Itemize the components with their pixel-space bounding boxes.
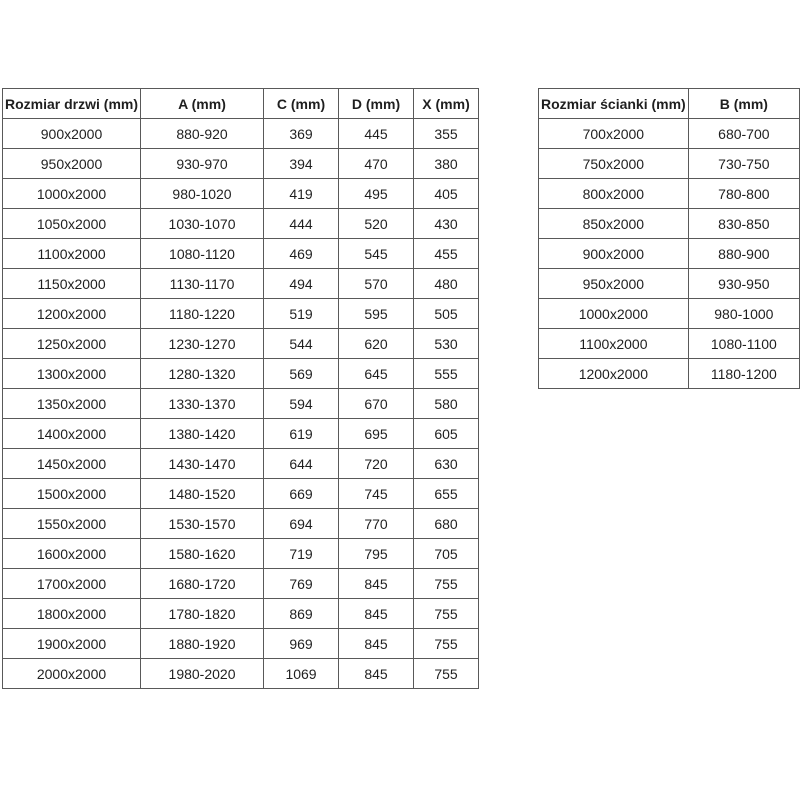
table-cell: 700x2000 (539, 119, 689, 149)
table-cell: 1980-2020 (141, 659, 264, 689)
table-cell: 900x2000 (3, 119, 141, 149)
table-cell: 930-970 (141, 149, 264, 179)
table-cell: 594 (264, 389, 339, 419)
table-cell: 730-750 (688, 149, 799, 179)
table-cell: 695 (339, 419, 414, 449)
table-cell: 1550x2000 (3, 509, 141, 539)
table-cell: 680 (414, 509, 479, 539)
table-row (539, 239, 800, 269)
table-cell: 1350x2000 (3, 389, 141, 419)
table-cell: 430 (414, 209, 479, 239)
table-cell: 880-920 (141, 119, 264, 149)
table-cell: 1530-1570 (141, 509, 264, 539)
table-cell: 1150x2000 (3, 269, 141, 299)
table-cell: 1000x2000 (539, 299, 689, 329)
table-cell: 1030-1070 (141, 209, 264, 239)
table-cell: 950x2000 (539, 269, 689, 299)
table-cell: 795 (339, 539, 414, 569)
table-cell: 455 (414, 239, 479, 269)
table-cell: 850x2000 (539, 209, 689, 239)
table-cell: 1780-1820 (141, 599, 264, 629)
table-cell: 545 (339, 239, 414, 269)
door-table-header-c: C (mm) (264, 89, 339, 119)
table-cell: 669 (264, 479, 339, 509)
table-row (539, 269, 800, 299)
table-cell: 845 (339, 599, 414, 629)
table-cell: 1480-1520 (141, 479, 264, 509)
table-cell: 950x2000 (3, 149, 141, 179)
wall-table-header-b: B (mm) (688, 89, 799, 119)
table-cell: 769 (264, 569, 339, 599)
wall-table-header-size: Rozmiar ścianki (mm) (539, 89, 689, 119)
table-cell: 569 (264, 359, 339, 389)
table-cell: 800x2000 (539, 179, 689, 209)
table-cell: 869 (264, 599, 339, 629)
table-cell: 605 (414, 419, 479, 449)
table-row (539, 119, 800, 149)
table-cell: 1580-1620 (141, 539, 264, 569)
table-row (539, 209, 800, 239)
table-row (3, 629, 479, 659)
table-cell: 755 (414, 659, 479, 689)
wall-table-header-row (539, 89, 800, 119)
table-cell: 745 (339, 479, 414, 509)
table-cell: 519 (264, 299, 339, 329)
table-row (3, 179, 479, 209)
table-row (3, 659, 479, 689)
wall-table-body (539, 119, 800, 389)
table-cell: 620 (339, 329, 414, 359)
table-row (539, 299, 800, 329)
table-cell: 930-950 (688, 269, 799, 299)
table-cell: 405 (414, 179, 479, 209)
table-row (3, 149, 479, 179)
table-cell: 980-1000 (688, 299, 799, 329)
table-cell: 2000x2000 (3, 659, 141, 689)
table-cell: 1000x2000 (3, 179, 141, 209)
table-cell: 1080-1120 (141, 239, 264, 269)
table-cell: 1300x2000 (3, 359, 141, 389)
table-cell: 1900x2000 (3, 629, 141, 659)
table-row (539, 179, 800, 209)
table-cell: 544 (264, 329, 339, 359)
table-cell: 480 (414, 269, 479, 299)
table-cell: 1250x2000 (3, 329, 141, 359)
table-cell: 595 (339, 299, 414, 329)
table-cell: 419 (264, 179, 339, 209)
table-cell: 830-850 (688, 209, 799, 239)
table-cell: 750x2000 (539, 149, 689, 179)
table-cell: 520 (339, 209, 414, 239)
table-cell: 755 (414, 569, 479, 599)
table-cell: 1450x2000 (3, 449, 141, 479)
table-cell: 645 (339, 359, 414, 389)
table-cell: 1080-1100 (688, 329, 799, 359)
table-row (3, 419, 479, 449)
table-row (539, 359, 800, 389)
table-cell: 680-700 (688, 119, 799, 149)
table-cell: 469 (264, 239, 339, 269)
table-row (3, 209, 479, 239)
table-cell: 705 (414, 539, 479, 569)
table-cell: 394 (264, 149, 339, 179)
table-row (3, 479, 479, 509)
door-size-table (2, 88, 479, 689)
table-row (3, 449, 479, 479)
table-cell: 505 (414, 299, 479, 329)
table-cell: 1600x2000 (3, 539, 141, 569)
table-cell: 1100x2000 (539, 329, 689, 359)
door-table-body (3, 119, 479, 689)
table-row (3, 239, 479, 269)
table-cell: 1200x2000 (3, 299, 141, 329)
table-cell: 1500x2000 (3, 479, 141, 509)
table-cell: 980-1020 (141, 179, 264, 209)
table-cell: 494 (264, 269, 339, 299)
table-row (3, 269, 479, 299)
table-cell: 445 (339, 119, 414, 149)
table-cell: 1330-1370 (141, 389, 264, 419)
table-cell: 845 (339, 629, 414, 659)
table-cell: 619 (264, 419, 339, 449)
table-cell: 900x2000 (539, 239, 689, 269)
table-cell: 1180-1220 (141, 299, 264, 329)
table-cell: 755 (414, 599, 479, 629)
table-row (3, 359, 479, 389)
table-cell: 969 (264, 629, 339, 659)
door-table-header-a: A (mm) (141, 89, 264, 119)
table-cell: 1400x2000 (3, 419, 141, 449)
table-cell: 1700x2000 (3, 569, 141, 599)
table-cell: 1680-1720 (141, 569, 264, 599)
table-row (3, 119, 479, 149)
table-row (539, 329, 800, 359)
table-cell: 580 (414, 389, 479, 419)
table-cell: 1069 (264, 659, 339, 689)
table-cell: 770 (339, 509, 414, 539)
table-cell: 1430-1470 (141, 449, 264, 479)
table-cell: 530 (414, 329, 479, 359)
table-cell: 1050x2000 (3, 209, 141, 239)
table-cell: 780-800 (688, 179, 799, 209)
table-cell: 655 (414, 479, 479, 509)
table-row (3, 389, 479, 419)
table-row (3, 569, 479, 599)
table-row (539, 149, 800, 179)
table-cell: 380 (414, 149, 479, 179)
table-cell: 845 (339, 569, 414, 599)
door-table-header-x: X (mm) (414, 89, 479, 119)
table-cell: 495 (339, 179, 414, 209)
table-row (3, 329, 479, 359)
table-cell: 470 (339, 149, 414, 179)
door-table-header-size: Rozmiar drzwi (mm) (3, 89, 141, 119)
table-cell: 644 (264, 449, 339, 479)
table-cell: 1880-1920 (141, 629, 264, 659)
table-cell: 694 (264, 509, 339, 539)
table-row (3, 509, 479, 539)
table-cell: 845 (339, 659, 414, 689)
table-cell: 555 (414, 359, 479, 389)
table-cell: 719 (264, 539, 339, 569)
table-row (3, 299, 479, 329)
table-cell: 1200x2000 (539, 359, 689, 389)
table-cell: 570 (339, 269, 414, 299)
table-row (3, 539, 479, 569)
table-cell: 1100x2000 (3, 239, 141, 269)
table-cell: 355 (414, 119, 479, 149)
table-cell: 1230-1270 (141, 329, 264, 359)
table-cell: 1800x2000 (3, 599, 141, 629)
table-cell: 670 (339, 389, 414, 419)
table-cell: 630 (414, 449, 479, 479)
table-cell: 1280-1320 (141, 359, 264, 389)
door-table-header-row (3, 89, 479, 119)
table-cell: 1380-1420 (141, 419, 264, 449)
wall-size-table (538, 88, 800, 389)
door-table-header-d: D (mm) (339, 89, 414, 119)
table-row (3, 599, 479, 629)
table-cell: 369 (264, 119, 339, 149)
table-cell: 1180-1200 (688, 359, 799, 389)
table-cell: 720 (339, 449, 414, 479)
table-cell: 444 (264, 209, 339, 239)
table-cell: 1130-1170 (141, 269, 264, 299)
table-cell: 755 (414, 629, 479, 659)
table-cell: 880-900 (688, 239, 799, 269)
